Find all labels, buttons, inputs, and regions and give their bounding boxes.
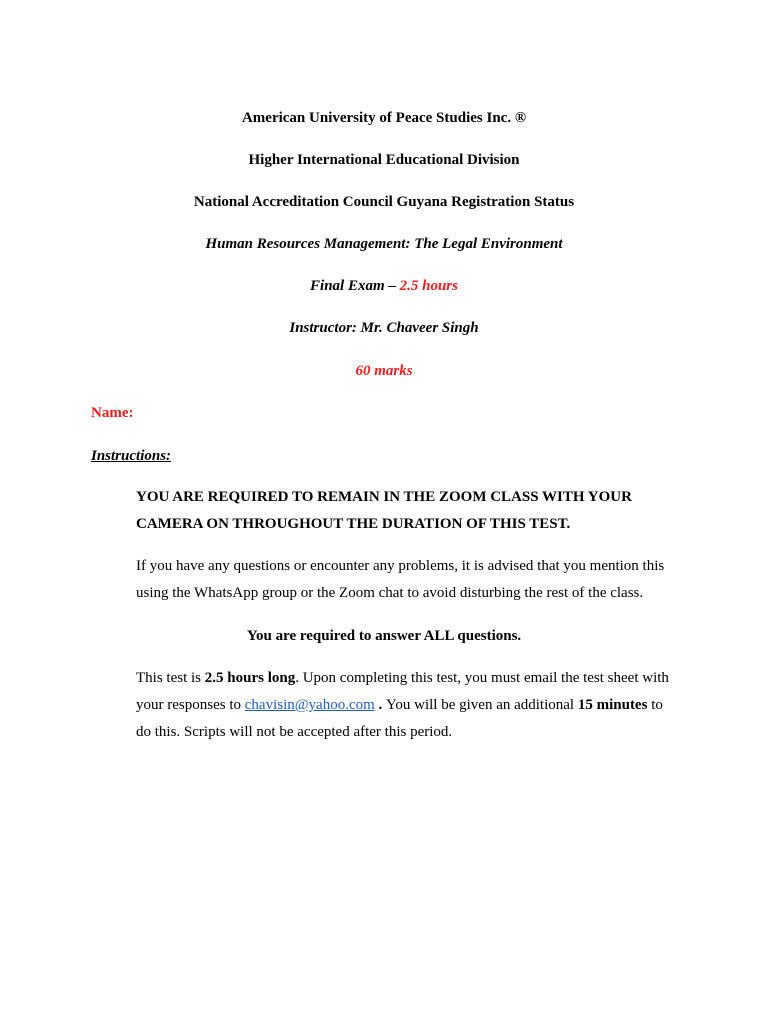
zoom-notice <box>136 484 681 538</box>
duration-emphasis: 2.5 hours long <box>204 670 296 686</box>
submission-line-3: do this. Scripts will not be accepted after this period. <box>136 724 453 740</box>
course-title: Human Resources Management: The Legal Environment <box>205 236 563 252</box>
zoom-notice-line-1: YOU ARE REQUIRED TO REMAIN IN THE ZOOM CLASS WITH YOUR <box>136 489 632 505</box>
marks-line: 60 marks <box>355 363 413 379</box>
submission-text: This test is <box>136 670 205 686</box>
exam-duration: 2.5 hours <box>399 278 458 294</box>
submission-text: You will be given an additional <box>386 697 578 713</box>
institution-title: American University of Peace Studies Inc. ® <box>241 110 527 126</box>
instructions-heading: Instructions: <box>91 448 172 464</box>
submission-period: . <box>374 697 387 713</box>
questions-paragraph-line-2: using the WhatsApp group or the Zoom chat to avoid disturbing the rest of the class. <box>136 585 644 601</box>
questions-paragraph-line-1: If you have any questions or encounter any problems, it is advised that you mention this <box>136 558 665 574</box>
name-label: Name: <box>91 405 134 421</box>
submission-text: to <box>647 697 663 713</box>
email-link[interactable]: chavisin@yahoo.com <box>244 697 375 713</box>
submission-paragraph <box>136 665 681 746</box>
questions-paragraph <box>136 553 681 607</box>
instructor-line: Instructor: Mr. Chaveer Singh <box>289 320 479 336</box>
answer-all-notice: You are required to answer ALL questions. <box>246 628 522 644</box>
exam-line <box>0 276 768 296</box>
submission-text: . Upon completing this test, you must email the test sheet with <box>295 670 669 686</box>
division-title: Higher International Educational Division <box>248 152 520 168</box>
exam-label: Final Exam – <box>310 278 400 294</box>
submission-line-1 <box>136 665 681 692</box>
submission-line-2 <box>136 692 681 719</box>
submission-text: your responses to <box>136 697 245 713</box>
zoom-notice-line-2: CAMERA ON THROUGHOUT THE DURATION OF THIS TEST. <box>136 516 571 532</box>
extra-time-emphasis: 15 minutes <box>577 697 648 713</box>
accreditation-title: National Accreditation Council Guyana Registration Status <box>193 194 575 210</box>
